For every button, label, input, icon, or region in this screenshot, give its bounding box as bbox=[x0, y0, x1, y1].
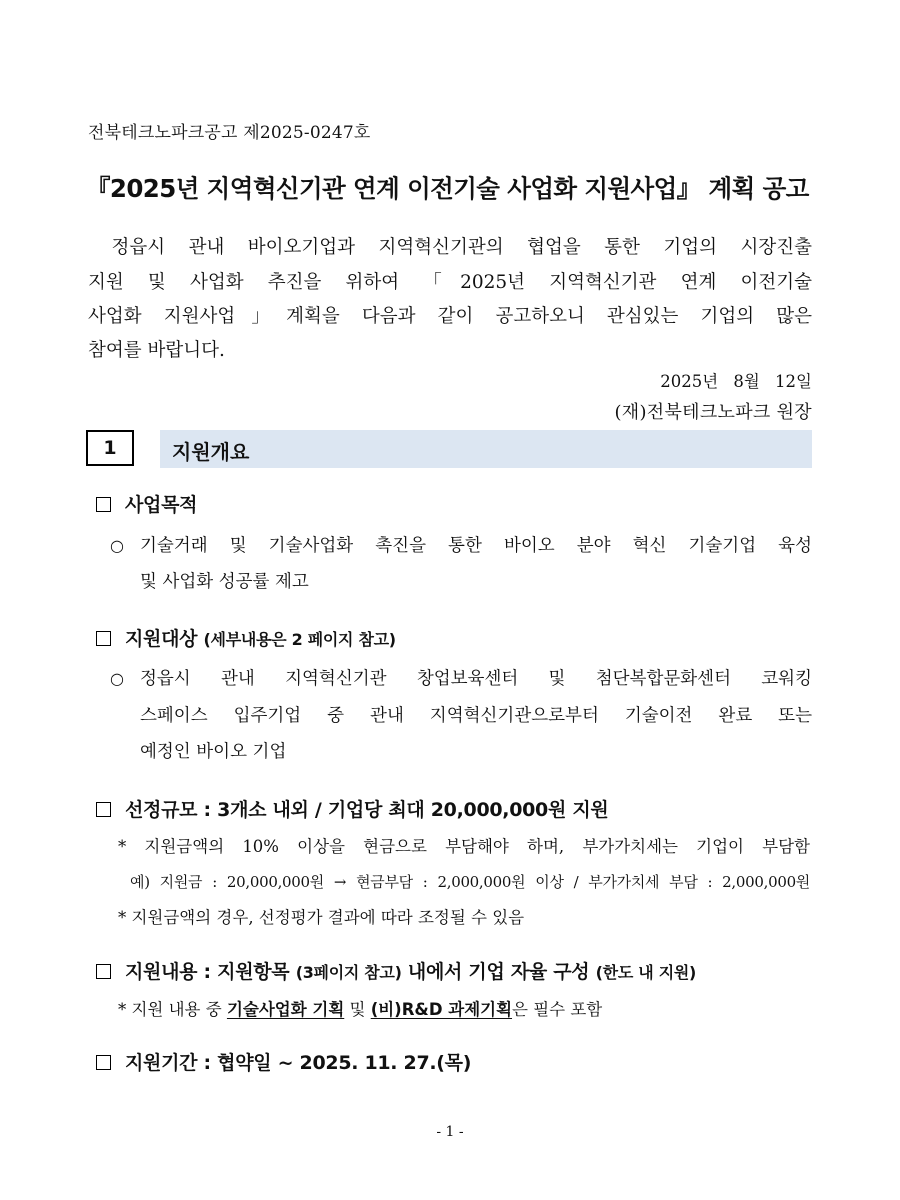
required-item-planning: 기술사업화 기획 bbox=[226, 1000, 345, 1019]
content-note: * 지원 내용 중 기술사업화 기획 및 (비)R&D 과제기획은 필수 포함 bbox=[118, 1000, 603, 1019]
empty-square-icon bbox=[96, 802, 111, 817]
section-title-bar bbox=[160, 430, 812, 468]
section-number: 1 bbox=[86, 430, 134, 466]
issuer: (재)전북테크노파크 원장 bbox=[614, 402, 812, 423]
empty-square-icon bbox=[96, 497, 111, 512]
intro-line: 정읍시 관내 바이오기업과 지역혁신기관의 협업을 통한 기업의 시장진출 bbox=[111, 237, 812, 258]
scale-note: * 지원금액의 10% 이상을 현금으로 부담해야 하며, 부가가치세는 기업이 부담함 bbox=[118, 837, 810, 856]
purpose-line: 및 사업화 성공률 제고 bbox=[140, 572, 309, 592]
section-title: 지원개요 bbox=[172, 440, 250, 464]
empty-square-icon bbox=[96, 631, 111, 646]
page-number: - 1 - bbox=[436, 1124, 464, 1140]
item-heading-purpose: 사업목적 bbox=[96, 490, 197, 517]
intro-line: 지원 및 사업화 추진을 위하여 「2025년 지역혁신기관 연계 이전기술 bbox=[88, 272, 812, 293]
scale-example: 예) 지원금 : 20,000,000원 → 현금부담 : 2,000,000원 이상 / 부가가치세 부담 : 2,000,000원 bbox=[130, 873, 810, 891]
target-line: 정읍시 관내 지역혁신기관 창업보육센터 및 첨단복합문화센터 코워킹 bbox=[140, 669, 812, 689]
purpose-line: 기술거래 및 기술사업화 촉진을 통한 바이오 분야 혁신 기술기업 육성 bbox=[140, 536, 812, 556]
circle-bullet-icon: ○ bbox=[110, 669, 124, 688]
item-heading-scale: 선정규모 : 3개소 내외 / 기업당 최대 20,000,000원 지원 bbox=[96, 795, 608, 822]
notice-date: 2025년 8월 12일 bbox=[660, 372, 812, 391]
circle-bullet-icon: ○ bbox=[110, 536, 124, 555]
item-heading-target: 지원대상 (세부내용은 2 페이지 참고) bbox=[96, 624, 396, 651]
required-item-rnd: (비)R&D 과제기획 bbox=[370, 1000, 513, 1019]
item-heading-content: 지원내용 : 지원항목 (3페이지 참고) 내에서 기업 자율 구성 (한도 내 지원) bbox=[96, 957, 696, 984]
page-title: 『2025년 지역혁신기관 연계 이전기술 사업화 지원사업』 계획 공고 bbox=[86, 174, 809, 203]
target-line: 스페이스 입주기업 중 관내 지역혁신기관으로부터 기술이전 완료 또는 bbox=[140, 706, 812, 726]
empty-square-icon bbox=[96, 1055, 111, 1070]
notice-number: 전북테크노파크공고 제2025-0247호 bbox=[88, 123, 371, 143]
item-heading-period: 지원기간 : 협약일 ~ 2025. 11. 27.(목) bbox=[96, 1048, 471, 1075]
empty-square-icon bbox=[96, 964, 111, 979]
target-heading-note: (세부내용은 2 페이지 참고) bbox=[203, 630, 396, 649]
intro-line: 참여를 바랍니다. bbox=[88, 340, 225, 361]
target-line: 예정인 바이오 기업 bbox=[140, 742, 287, 762]
intro-line: 사업화 지원사업」계획을 다음과 같이 공고하오니 관심있는 기업의 많은 bbox=[88, 306, 812, 327]
scale-note: * 지원금액의 경우, 선정평가 결과에 따라 조정될 수 있음 bbox=[118, 908, 525, 927]
